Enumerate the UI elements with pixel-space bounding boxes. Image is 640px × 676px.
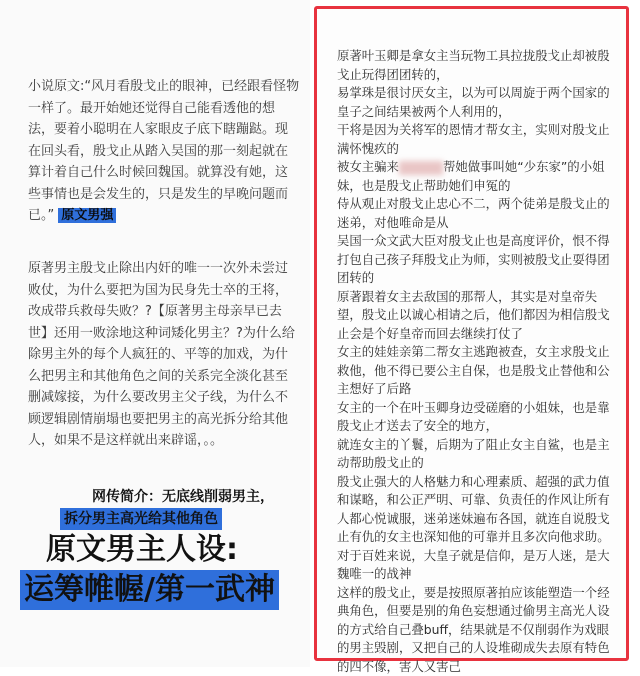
summary-paragraph: 原著跟着女主去敌国的那帮人，其实是对皇帝失望，殷戈止以诚心相请之后，他们都因为相信殷戈止会是个好皇帝而回去继续打仗了: [337, 288, 613, 344]
novel-quote-text: 小说原文:“风月看殷戈止的眼神，已经跟看怪物一样了。最开始她还觉得自己能看透他的想法，要着小聪明在人家眼皮子底下瞎蹦跶。现在回头看，殷戈止从踏入吴国的那一刻起就在算计着自己什么时候回魏国。就算没有她，这些事情也是会发生的，只是发生的早晚问题而已。”: [28, 79, 299, 223]
summary-paragraph: 就连女主的丫鬟，后期为了阻止女主自鲨，也是主动帮助殷戈止的: [337, 436, 613, 473]
summary-paragraph: 原著叶玉卿是拿女主当玩物工具拉拢殷戈止却被殷戈止玩得团团转的，: [337, 47, 613, 84]
summary-paragraph: 干将是因为关将军的恩情才帮女主，实则对殷戈止满怀愧疚的: [337, 121, 613, 158]
strong-male-lead-tag: 原文男强: [58, 208, 116, 223]
original-characters-summary: [337, 47, 613, 676]
summary-paragraph: 侍从观止对殷戈止忠心不二，两个徒弟是殷戈止的迷弟，对他唯命是从: [337, 195, 613, 232]
redaction-blur: [399, 161, 443, 175]
summary-paragraph: 殷戈止强大的人格魅力和心理素质、超强的武力值和谋略，和公正严明、可靠、负责任的作风让所有人都心悦诚服，迷弟迷妹遍布各国，就连自说殷戈止有仇的女主也深知他的可靠并且多次向他求助。: [337, 473, 613, 547]
title-line-1: 原文男主人设:: [20, 530, 310, 570]
summary-paragraph: 女主的一个在叶玉卿身边受磋磨的小姐妹，也是靠殷戈止才送去了安全的地方，: [337, 399, 613, 436]
novel-quote-paragraph: [28, 76, 300, 227]
summary-text: 被女主骗来: [337, 159, 399, 174]
caption-line-2: 拆分男主高光给其他角色: [60, 508, 222, 530]
summary-paragraph: 女主的娃娃亲第二帮女主逃跑被查，女主求殷戈止救他，他不得已要公主自保，也是殷戈止替他和公主想好了后路: [337, 343, 613, 399]
summary-text: 帮她做事叫她“少东家”的小姐妹，也是殷戈止帮助她们申冤的: [337, 159, 604, 193]
summary-paragraph: 吴国一众文武大臣对殷戈止也是高度评价，恨不得打包自己孩子拜殷戈止为师，实则被殷戈止耍得团团转的: [337, 232, 613, 288]
summary-paragraph: 易掌珠是很讨厌女主，以为可以周旋于两个国家的皇子之间结果被两个人利用的，: [337, 84, 613, 121]
caption-line-1: 网传简介：无底线削弱男主，: [60, 486, 310, 508]
summary-paragraph: 这样的殷戈止，要是按照原著拍应该能塑造一个经典角色，但要是别的角色妄想通过偷男主高光人设的方式给自己叠buff，结果就是不仅削弱作为戏眼的男主毁剧，又把自己的人设堆砌成失去原有特色的四不像，害人又害己: [337, 584, 613, 676]
summary-paragraph: 对于百姓来说，大皇子就是信仰，是万人迷，是大魏唯一的战神: [337, 547, 613, 584]
rumored-synopsis-caption: [60, 486, 310, 530]
title-line-2: 运筹帷幄/第一武神: [20, 570, 279, 610]
complaint-paragraph: 原著男主殷戈止除出内奸的唯一一次外未尝过败仗，为什么要把为国为民身先士卒的王将，改成带兵救母失败？?【原著男主母亲早已去世】还用一败涂地这种词矮化男主？?为什么给除男主外的每个人疯狂的、平等的加戏，为什么把男主和其他角色之间的关系完全淡化甚至删减嫁接，为什么要改男主父子线，为什么不顾逻辑剧情崩塌也要把男主的高光拆分给其他人，如果不是这样就出来辟谣，。。: [28, 258, 300, 452]
highlighted-text-box: [314, 6, 629, 661]
summary-paragraph: [337, 158, 613, 195]
left-column: [0, 0, 310, 667]
male-lead-persona-title: [20, 530, 310, 610]
